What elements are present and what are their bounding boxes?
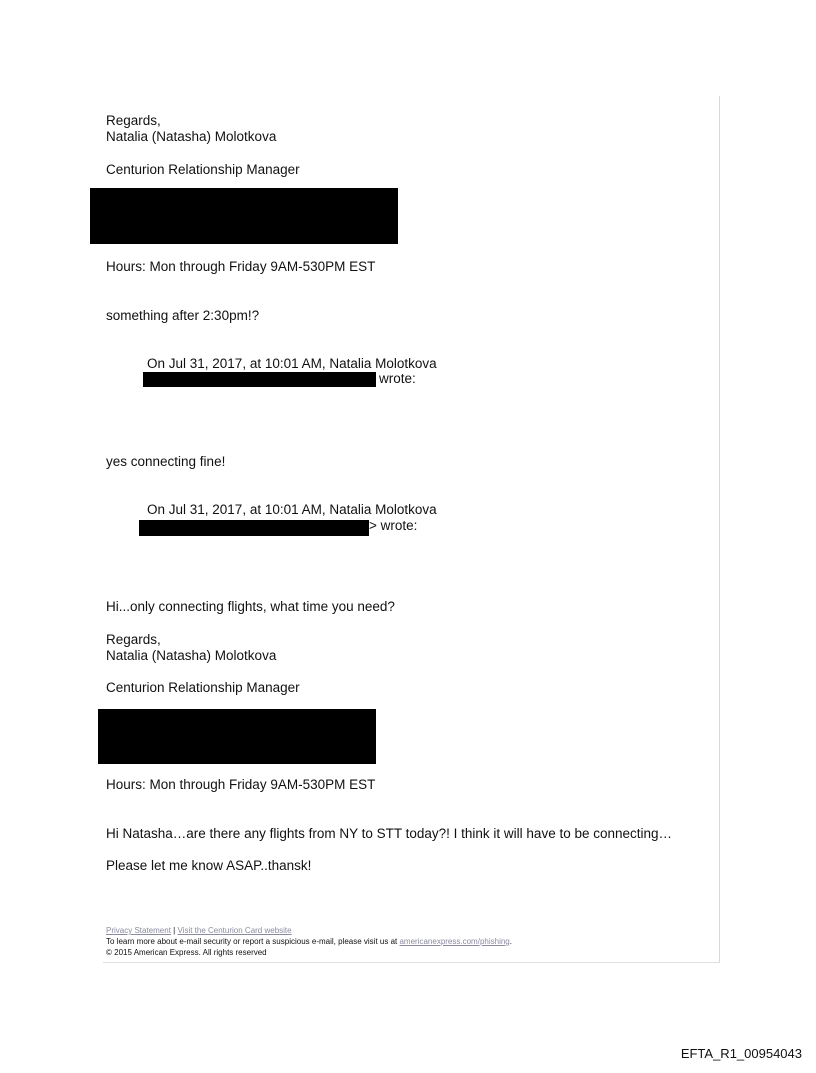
sig2-regards: Regards, [106, 632, 161, 647]
sig2-name: Natalia (Natasha) Molotkova [106, 648, 277, 663]
msg2-body: yes connecting fine! [106, 454, 226, 469]
redaction-email [139, 520, 369, 536]
msg4-line1: Hi Natasha…are there any flights from NY to STT today?! I think it will have to be connecting… [106, 826, 673, 841]
sig1-regards: Regards, [106, 113, 161, 128]
redaction-block [90, 188, 398, 244]
msg3-body: Hi...only connecting flights, what time you need? [106, 599, 395, 614]
quote1-header: On Jul 31, 2017, at 10:01 AM, Natalia Molotkova [147, 356, 437, 371]
sig2-hours: Hours: Mon through Friday 9AM-530PM EST [106, 777, 376, 792]
footer-security-text: To learn more about e-mail security or report a suspicious e-mail, please visit us at [106, 937, 398, 946]
sig1-hours: Hours: Mon through Friday 9AM-530PM EST [106, 259, 376, 274]
redaction-block [98, 709, 376, 764]
sig2-title: Centurion Relationship Manager [106, 680, 300, 695]
footer-separator: | [173, 926, 176, 935]
msg1-body: something after 2:30pm!? [106, 308, 260, 323]
msg4-line2: Please let me know ASAP..thansk! [106, 858, 312, 873]
footer-copyright: © 2015 American Express. All rights reserved [106, 948, 267, 957]
quote1-tail: wrote: [379, 371, 416, 386]
sig1-title: Centurion Relationship Manager [106, 162, 300, 177]
phishing-link[interactable]: americanexpress.com/phishing [399, 937, 510, 946]
sig1-name: Natalia (Natasha) Molotkova [106, 129, 277, 144]
footer-period: . [509, 937, 512, 946]
footer-security-row [106, 937, 512, 947]
redaction-email [143, 372, 376, 387]
quote2-header: On Jul 31, 2017, at 10:01 AM, Natalia Molotkova [147, 502, 437, 517]
footer-links-row [106, 926, 292, 936]
quote2-tail: > wrote: [369, 518, 418, 533]
bates-number: EFTA_R1_00954043 [680, 1046, 802, 1061]
visit-centurion-link[interactable]: Visit the Centurion Card website [177, 926, 292, 935]
privacy-statement-link[interactable]: Privacy Statement [106, 926, 171, 935]
